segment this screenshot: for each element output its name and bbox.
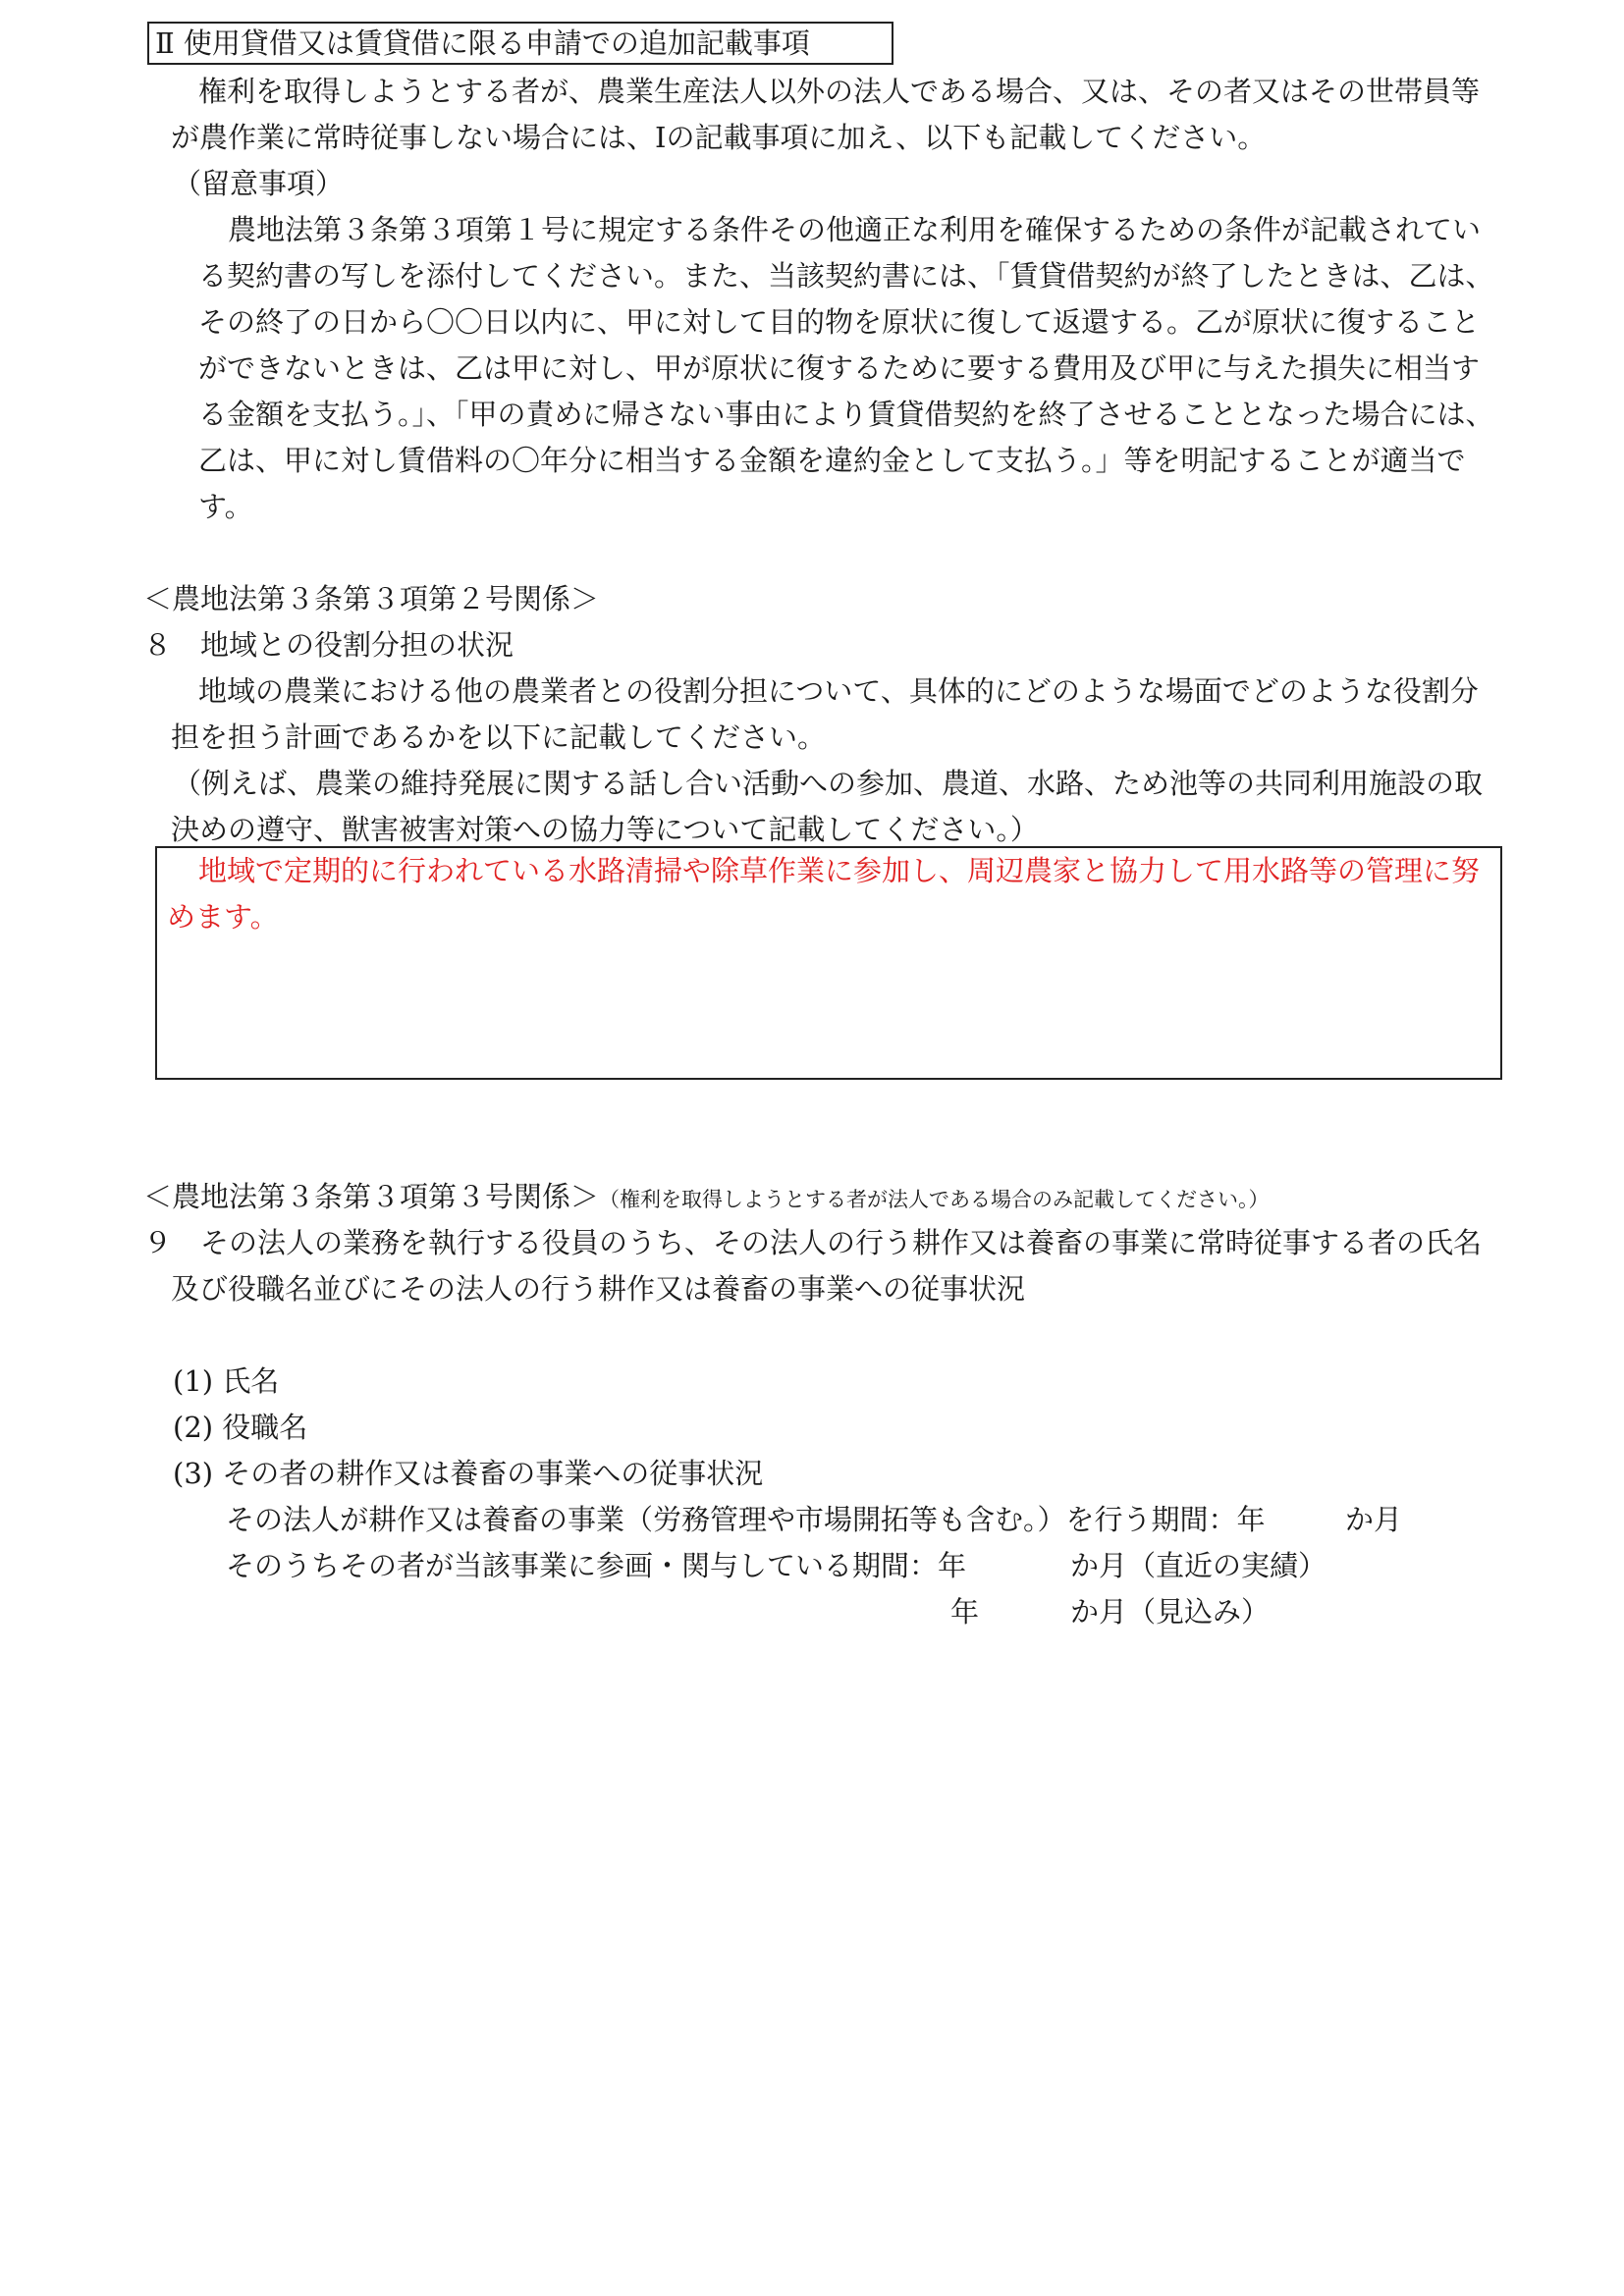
intro-line-1: 権利を取得しようとする者が、農業生産法人以外の法人である場合、又は、その者又はその世帯員等 bbox=[198, 75, 1481, 108]
notes-line-5: る金額を支払う。」、「甲の責めに帰さない事由により賃貸借契約を終了させることとなった場合には、 bbox=[198, 398, 1494, 431]
item9-law-ref-row bbox=[143, 1174, 1270, 1223]
item9-law-note: （権利を取得しようとする者が法人である場合のみ記載してください。） bbox=[599, 1188, 1270, 1211]
notes-heading: （留意事項） bbox=[173, 167, 345, 200]
item9-involve-label: そのうちその者が当該事業に参画・関与している期間：年 bbox=[226, 1549, 967, 1582]
item8-answer bbox=[167, 848, 1480, 940]
item8-body-line-1: 地域の農業における他の農業者との役割分担について、具体的にどのような場面でどのような役割分 bbox=[198, 674, 1479, 708]
item9-sub-name: (1) 氏名 bbox=[173, 1364, 280, 1398]
notes-line-6: 乙は、甲に対し賃借料の〇年分に相当する金額を違約金として支払う。」等を明記することが適当で bbox=[198, 444, 1466, 477]
intro-line-2: が農作業に常時従事しない場合には、Ⅰの記載事項に加え、以下も記載してください。 bbox=[171, 121, 1267, 154]
item9-sub-position: (2) 役職名 bbox=[173, 1411, 308, 1444]
item8-heading: ８ 地域との役割分担の状況 bbox=[143, 628, 514, 662]
item9-forecast-months: か月（見込み） bbox=[1070, 1595, 1271, 1629]
item9-forecast-year: 年 bbox=[950, 1595, 980, 1629]
item9-heading-line-1: ９ その法人の業務を執行する役員のうち、その法人の行う耕作又は養畜の事業に常時従事する者の氏名 bbox=[143, 1226, 1483, 1259]
notes-line-2: る契約書の写しを添付してください。また、当該契約書には、「賃貸借契約が終了したときは、乙は、 bbox=[198, 259, 1494, 293]
item9-heading-line-2: 及び役職名並びにその法人の行う耕作又は養畜の事業への従事状況 bbox=[171, 1272, 1026, 1306]
item9-involve-months: か月（直近の実績） bbox=[1070, 1549, 1327, 1582]
item8-answer-line-2: めます。 bbox=[167, 900, 279, 934]
notes-line-7: す。 bbox=[198, 490, 253, 523]
notes-line-4: ができないときは、乙は甲に対し、甲が原状に復するために要する費用及び甲に与えた損失に相当す bbox=[198, 351, 1481, 385]
item8-law-ref: ＜農地法第３条第３項第２号関係＞ bbox=[143, 582, 600, 615]
item8-body-line-2: 担を担う計画であるかを以下に記載してください。 bbox=[171, 721, 827, 754]
section-title: Ⅱ 使用貸借又は賃貸借に限る申請での追加記載事項 bbox=[155, 27, 810, 60]
notes-line-3: その終了の日から〇〇日以内に、甲に対して目的物を原状に復して返還する。乙が原状に復すること bbox=[198, 305, 1481, 339]
item9-period-label: その法人が耕作又は養畜の事業（労務管理や市場開拓等も含む。）を行う期間：年 bbox=[226, 1503, 1266, 1536]
notes-line-1: 農地法第３条第３項第１号に規定する条件その他適正な利用を確保するための条件が記載されてい bbox=[228, 213, 1482, 246]
item9-sub-status: (3) その者の耕作又は養畜の事業への従事状況 bbox=[173, 1457, 764, 1490]
item8-example-line-2: 決めの遵守、獣害被害対策への協力等について記載してください。） bbox=[171, 813, 1039, 846]
item8-answer-line-1: 地域で定期的に行われている水路清掃や除草作業に参加し、周辺農家と協力して用水路等の管理に努 bbox=[198, 854, 1481, 887]
item9-law-ref: ＜農地法第３条第３項第３号関係＞ bbox=[143, 1180, 600, 1213]
section-title-box bbox=[147, 22, 893, 65]
item8-example-line-1: （例えば、農業の維持発展に関する話し合い活動への参加、農道、水路、ため池等の共同利用施設の取 bbox=[173, 767, 1484, 800]
item9-period-months: か月 bbox=[1345, 1503, 1403, 1536]
